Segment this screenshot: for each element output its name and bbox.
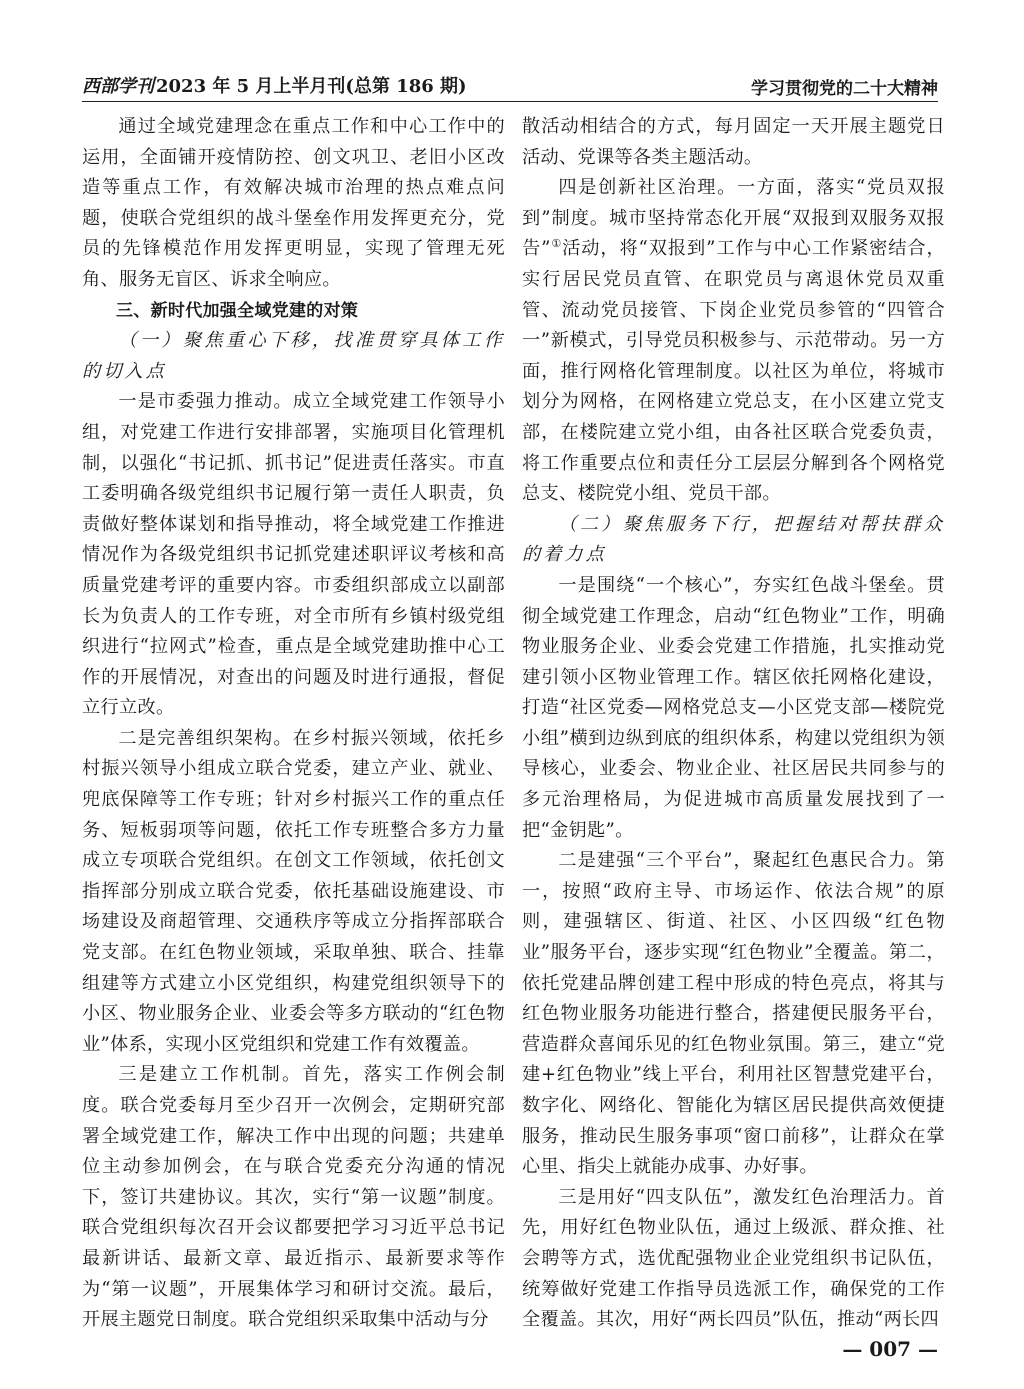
section-heading: 三、新时代加强全域党建的对策 [116,300,359,321]
paragraph: 一是围绕“一个核心”，夯实红色战斗堡垒。贯彻全域党建工作理念，启动“红色物业”工作，明确物业服务企业、业委会党建工作措施，扎实推动党建引领小区物业管理工作。辖区依托网格化建设，打造“社区党委—网格党总支—小区党支部—楼院党小组”横到边纵到底的组织体系，构建以党组织为领导核心，业委会、物业企业、社区居民共同参与的多元治理格局，为促进城市高质量发展找到了一把“金钥匙”。 [522,574,945,841]
paragraph-continued: 散活动相结合的方式，每月固定一天开展主题党日活动、党课等各类主题活动。 [522,116,945,168]
paragraph: 一是市委强力推动。成立全域党建工作领导小组，对党建工作进行安排部署，实施项目化管理机制，以强化“书记抓、抓书记”促进责任落实。市直工委明确各级党组织书记履行第一责任人职责，负责做好整体谋划和指导推动，将全域党建工作推进情况作为各级党组织书记抓党建述职评议考核和高质量党建考评的重要内容。市委组织部成立以副部长为负责人的工作专班，对全市所有乡镇村级党组织进行“拉网式”检查，重点是全域党建助推中心工作的开展情况，对查出的问题及时进行通报，督促立行立改。 [82,391,505,719]
left-column [82,112,505,1336]
paragraph: 三是建立工作机制。首先，落实工作例会制度。联合党委每月至少召开一次例会，定期研究部署全域党建工作，解决工作中出现的问题；共建单位主动参加例会，在与联合党委充分沟通的情况下，签订共建协议。其次，实行“第一议题”制度。联合党组织每次召开会议都要把学习习近平总书记最新讲话、最新文章、最近指示、最新要求等作为“第一议题”，开展集体学习和研讨交流。最后，开展主题党日制度。联合党组织采取集中活动与分 [82,1064,505,1331]
paragraph-text: 四是创新社区治理。一方面，落实“党员双报到”制度。城市坚持常态化开展“双报到双服务双报告” [522,177,945,260]
journal-logo: 西部学刊 [82,76,154,97]
issue-info: 2023 年 5 月上半月刊(总第 186 期) [156,76,467,97]
subsection-heading: （二）聚焦服务下行，把握结对帮扶群众的着力点 [522,513,945,566]
header-rule [82,101,938,102]
paragraph: 通过全域党建理念在重点工作和中心工作中的运用，全面铺开疫情防控、创文巩卫、老旧小区改造等重点工作，有效解决城市治理的热点难点问题，使联合党组织的战斗堡垒作用发挥更充分，党员的先锋模范作用发挥更明显，实现了管理无死角、服务无盲区、诉求全响应。 [82,116,505,290]
right-column [522,112,945,1336]
paragraph: 三是用好“四支队伍”，激发红色治理活力。首先，用好红色物业队伍，通过上级派、群众推、社会聘等方式，选优配强物业企业党组织书记队伍，统筹做好党建工作指导员选派工作，确保党的工作全覆盖。其次，用好“两长四员”队伍，推动“两长四 [522,1186,945,1331]
paragraph [522,173,945,510]
paragraph: 二是建强“三个平台”，聚起红色惠民合力。第一，按照“政府主导、市场运作、依法合规”的原则，建强辖区、街道、社区、小区四级“红色物业”服务平台，逐步实现“红色物业”全覆盖。第二，依托党建品牌创建工程中形成的特色亮点，将其与红色物业服务功能进行整合，搭建便民服务平台，营造群众喜闻乐见的红色物业氛围。第三，建立“党建+红色物业”线上平台，利用社区智慧党建平台，数字化、网络化、智能化为辖区居民提供高效便捷服务，推动民生服务事项“窗口前移”，让群众在掌心里、指尖上就能办成事、办好事。 [522,850,945,1178]
running-header [82,68,938,102]
footnote-marker: ① [550,237,563,251]
paragraph-text: 活动，将“双报到”工作与中心工作紧密结合，实行居民党员直管、在职党员与离退休党员双重管、流动党员接管、下岗企业党员参管的“四管合一”新模式，引导党员积极参与、示范带动。另一方面，推行网格化管理制度。以社区为单位，将城市划分为网格，在网格建立党总支，在小区建立党支部，在楼院建立党小组，由各社区联合党委负责，将工作重要点位和责任分工层层分解到各个网格党总支、楼院党小组、党员干部。 [522,238,945,505]
page-number: — 007 — [842,1337,938,1361]
header-journal-info [82,72,467,98]
section-title: 学习贯彻党的二十大精神 [751,79,938,99]
subsection-heading: （一）聚焦重心下移，找准贯穿具体工作的切入点 [82,330,505,382]
paragraph: 二是完善组织架构。在乡村振兴领域，依托乡村振兴领导小组成立联合党委，建立产业、就业、兜底保障等工作专班；针对乡村振兴工作的重点任务、短板弱项等问题，依托工作专班整合多方力量成立专项联合党组织。在创文工作领域，依托创文指挥部分别成立联合党委，依托基础设施建设、市场建设及商超管理、交通秩序等成立分指挥部联合党支部。在红色物业领域，采取单独、联合、挂靠组建等方式建立小区党组织，构建党组织领导下的小区、物业服务企业、业委会等多方联动的“红色物业”体系，实现小区党组织和党建工作有效覆盖。 [82,727,505,1055]
